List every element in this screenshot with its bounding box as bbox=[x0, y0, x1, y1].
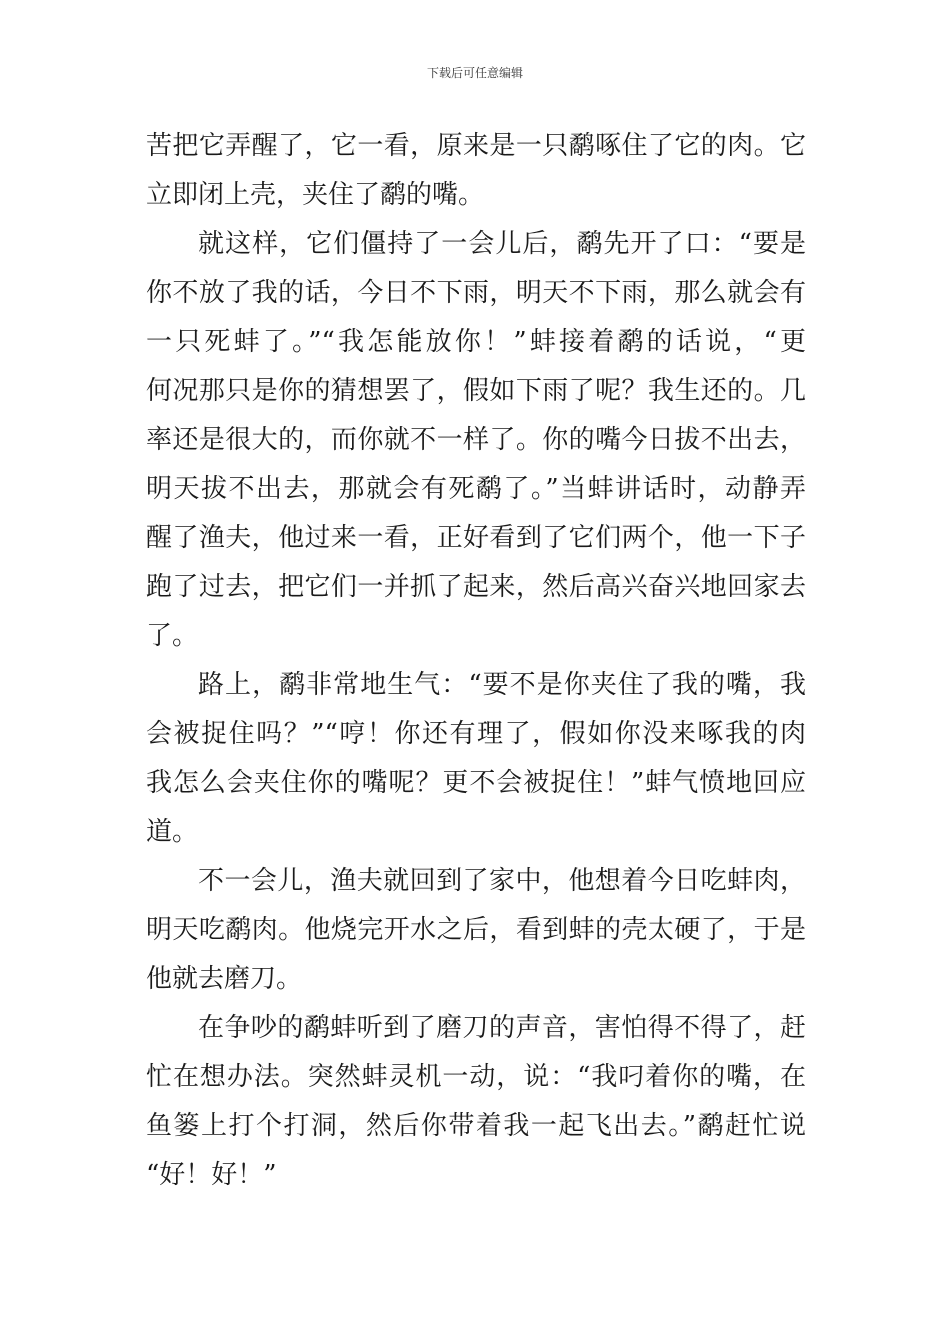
text-line: 醒了渔夫，他过来一看，正好看到了它们两个，他一下子 bbox=[146, 523, 806, 553]
text-line: 我怎么会夹住你的嘴呢？更不会被捉住！”蚌气愤地回应 bbox=[146, 768, 806, 798]
text-line: 鱼篓上打个打洞，然后你带着我一起飞出去。”鹬赶忙说 bbox=[146, 1111, 806, 1141]
text-line: 率还是很大的，而你就不一样了。你的嘴今日拔不出去， bbox=[146, 425, 806, 455]
text-line: 苦把它弄醒了，它一看，原来是一只鹬啄住了它的肉。它 bbox=[146, 131, 806, 161]
text-line: 立即闭上壳，夹住了鹬的嘴。 bbox=[146, 180, 485, 210]
paragraph bbox=[146, 661, 806, 857]
paragraph bbox=[146, 857, 806, 1004]
text-line: 明天吃鹬肉。他烧完开水之后，看到蚌的壳太硬了，于是 bbox=[146, 915, 806, 945]
text-line: 不一会儿，渔夫就回到了家中，他想着今日吃蚌肉， bbox=[198, 866, 806, 896]
text-line: 跑了过去，把它们一并抓了起来，然后高兴奋兴地回家去 bbox=[146, 572, 806, 602]
paragraph bbox=[146, 1004, 806, 1200]
text-line: 你不放了我的话，今日不下雨，明天不下雨，那么就会有 bbox=[146, 278, 806, 308]
document-body bbox=[146, 122, 806, 1200]
text-line: 一只死蚌了。”“我怎能放你！”蚌接着鹬的话说，“更 bbox=[146, 327, 806, 357]
text-line: 道。 bbox=[146, 817, 199, 847]
text-line: 何况那只是你的猜想罢了，假如下雨了呢？我生还的。几 bbox=[146, 376, 806, 406]
page-header-note: 下载后可任意编辑 bbox=[426, 66, 523, 80]
text-line: 就这样，它们僵持了一会儿后，鹬先开了口：“要是 bbox=[198, 229, 806, 259]
text-line: 他就去磨刀。 bbox=[146, 964, 303, 994]
text-line: 忙在想办法。突然蚌灵机一动，说：“我叼着你的嘴，在 bbox=[146, 1062, 806, 1092]
paragraph bbox=[146, 220, 806, 661]
text-line: 明天拔不出去，那就会有死鹬了。”当蚌讲话时，动静弄 bbox=[146, 474, 806, 504]
text-line: 了。 bbox=[146, 621, 199, 651]
text-line: “好！好！” bbox=[146, 1160, 277, 1190]
text-line: 会被捉住吗？”“哼！你还有理了，假如你没来啄我的肉 bbox=[146, 719, 806, 749]
text-line: 路上，鹬非常地生气：“要不是你夹住了我的嘴，我 bbox=[198, 670, 806, 700]
text-line: 在争吵的鹬蚌听到了磨刀的声音，害怕得不得了，赶 bbox=[198, 1013, 806, 1043]
paragraph bbox=[146, 122, 806, 220]
